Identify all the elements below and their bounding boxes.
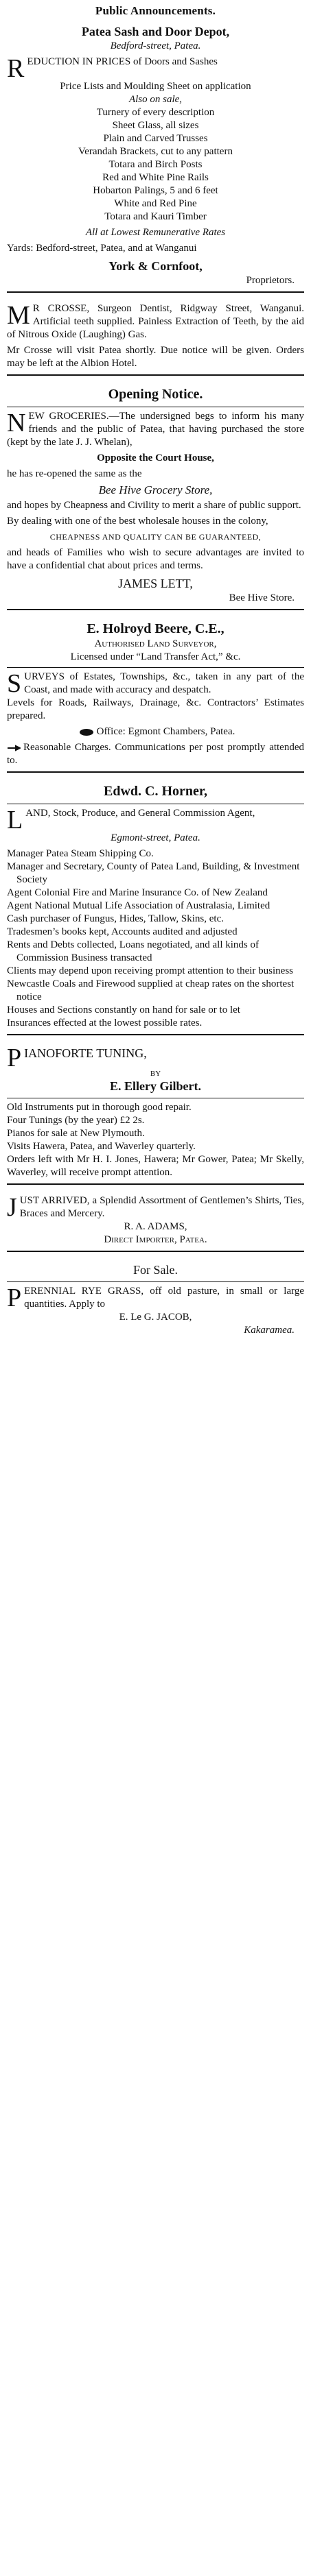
list-item: Totara and Kauri Timber [104,211,207,222]
sash-item-list [7,106,304,224]
page-heading: Public Announcements. [95,4,216,17]
list-item: Agent Colonial Fire and Marine Insurance Co. of New Zealand [7,887,268,898]
grocery-title: Opening Notice. [108,387,203,402]
adams-importer: Direct Importer, Patea. [104,1234,207,1245]
ad-dentist [7,298,304,381]
list-item: Orders left with Mr H. I. Jones, Hawera; Mr Gower, Patea; Mr Skelly, Waverley, will receive prompt attention. [7,1154,304,1178]
surveyor-lead: URVEYS of Estates, Townships, &c., taken in any part of the Coast, and made with accuracy and despatch. [24,671,304,695]
sash-yards: Yards: Bedford-street, Patea, and at Wanganui [7,243,197,254]
list-item: Clients may depend upon receiving prompt attention to their business [7,965,294,976]
divider [7,374,304,376]
grocery-store-sig: Bee Hive Store. [229,592,295,603]
list-item: Sheet Glass, all sizes [112,120,199,131]
grocery-drop-cap: N [7,409,26,437]
surveyor-charges: Reasonable Charges. Communications per post promptly attended to. [7,742,304,766]
sash-title: Patea Sash and Door Depot, [81,25,230,38]
list-item: Agent National Mutual Life Association of Australasia, Limited [7,900,270,911]
surveyor-charges-line [7,741,304,767]
list-item: Insurances effected at the lowest possible rates. [7,1018,203,1028]
divider [7,291,304,293]
list-item: Verandah Brackets, cut to any pattern [78,146,233,157]
list-item: White and Red Pine [114,198,197,209]
grocery-lead: EW GROCERIES.—The undersigned begs to inform his many friends and the public of Patea, that having purchased the store (kept by the late J. J. Whelan), [7,411,304,448]
list-item: Newcastle Coals and Firewood supplied at cheap rates on the shortest notice [7,978,295,1002]
piano-name: E. Ellery Gilbert. [110,1079,201,1093]
grocery-store-name: Bee Hive Grocery Store, [98,483,213,496]
list-item: Manager and Secretary, County of Patea Land, Building, & Investment Society [7,861,300,885]
dentist-lead: R CROSSE, Surgeon Dentist, Ridgway Street, Wanganui. Artificial teeth supplied. Painless Extraction of Teeth, by the aid of Nitrous Oxide (Laughing) Gas. [7,303,304,340]
ad-sash-depot [7,19,304,298]
surveyor-title: E. Holroyd Beere, C.E., [87,621,224,636]
list-item: Manager Patea Steam Shipping Co. [7,848,154,859]
stamp-icon [79,728,94,736]
divider [7,771,304,773]
forsale-lead: ERENNIAL RYE GRASS, off old pasture, in small or large quantities. Apply to [24,1286,304,1310]
list-item: Cash purchaser of Fungus, Hides, Tallow, Skins, etc. [7,913,224,924]
sash-price-lists: Price Lists and Moulding Sheet on application [60,81,251,92]
ad-for-sale [7,1257,304,1343]
surveyor-drop-cap: S [7,669,22,698]
dentist-notice: Mr Crosse will visit Patea shortly. Due notice will be given. Orders may be left at the Albion Hotel. [7,345,304,369]
surveyor-sub2: Licensed under “Land Transfer Act,” &c. [70,651,241,662]
list-item: Hobarton Palings, 5 and 6 feet [93,185,218,196]
horner-street: Egmont-street, Patea. [111,832,200,843]
horner-role-list [7,847,304,1030]
surveyor-office: Office: Egmont Chambers, Patea. [96,726,235,737]
divider [7,609,304,610]
horner-drop-cap: L [7,806,23,834]
sash-rates: All at Lowest Remunerative Rates [85,227,226,238]
horner-title: Edwd. C. Horner, [104,784,207,799]
sash-also: Also on sale, [128,94,183,105]
dentist-drop-cap: M [7,301,30,330]
grocery-families: and heads of Families who wish to secure advantages are invited to have a confidential chat about prices and terms. [7,547,304,571]
forsale-place: Kakaramea. [244,1325,295,1336]
grocery-hopes: and hopes by Cheapness and Civility to merit a share of public support. [7,500,301,511]
forsale-title: For Sale. [133,1263,178,1277]
grocery-opposite: Opposite the Court House, [97,453,214,464]
forsale-drop-cap: P [7,1284,22,1312]
list-item: Four Tunings (by the year) £2 2s. [7,1115,145,1126]
list-item: Old Instruments put in thorough good repair. [7,1102,192,1113]
piano-by: BY [150,1070,161,1078]
forsale-name: E. Le G. JACOB, [119,1312,192,1323]
divider [7,1251,304,1252]
list-item: Red and White Pine Rails [102,172,209,183]
sash-proprietors: Proprietors. [246,275,295,286]
sash-drop-cap: R [7,54,25,83]
piano-title: IANOFORTE TUNING, [24,1046,147,1060]
piano-lines [7,1101,304,1179]
sash-firm: York & Cornfoot, [108,259,203,273]
list-item: Visits Hawera, Patea, and Waverley quarterly. [7,1141,196,1152]
divider [7,1034,304,1035]
list-item: Pianos for sale at New Plymouth. [7,1128,145,1139]
horner-lead: AND, Stock, Produce, and General Commission Agent, [25,808,255,819]
adams-name: R. A. ADAMS, [124,1221,187,1232]
adams-drop-cap: J [7,1193,17,1222]
ad-horner [7,778,304,1041]
piano-drop-cap: P [7,1044,22,1072]
adams-lead: UST ARRIVED, a Splendid Assortment of Gentlemen’s Shirts, Ties, Braces and Mercery. [19,1195,304,1219]
grocery-dealing: By dealing with one of the best wholesale houses in the colony, [7,516,268,527]
list-item: Totara and Birch Posts [108,159,203,170]
list-item: Turnery of every description [96,107,215,118]
list-item: Tradesmen’s books kept, Accounts audited and adjusted [7,926,238,937]
grocery-cheapness: CHEAPNESS AND QUALITY CAN BE GUARANTEED, [49,532,262,542]
list-item: Plain and Carved Trusses [103,133,208,144]
divider [7,1183,304,1185]
ad-piano [7,1041,304,1190]
surveyor-office-line [7,725,304,738]
surveyor-levels: Levels for Roads, Railways, Drainage, &c. Contractors’ Estimates prepared. [7,697,304,721]
grocery-proprietor: JAMES LETT, [118,577,193,590]
pointing-hand-icon [7,744,21,752]
sash-subtitle: Bedford-street, Patea. [110,40,201,51]
sash-lead: EDUCTION IN PRICES of Doors and Sashes [27,56,218,67]
ad-surveyor [7,616,304,778]
ad-grocery [7,381,304,616]
grocery-reopened: he has re-opened the same as the [7,468,142,479]
list-item: Rents and Debts collected, Loans negotiated, and all kinds of Commission Business transacted [7,939,259,963]
list-item: Houses and Sections constantly on hand for sale or to let [7,1004,240,1015]
surveyor-sub1: Authorised Land Surveyor, [94,638,217,649]
ad-adams [7,1190,304,1257]
